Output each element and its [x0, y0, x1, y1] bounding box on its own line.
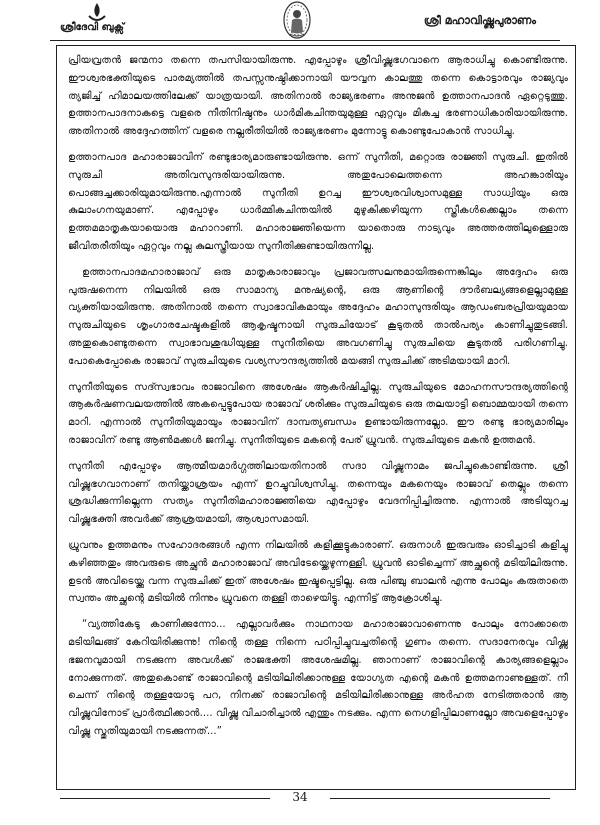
paragraph-suneethi-devotion: സുനീതി എപ്പോഴും ആത്മീയമാർഗ്ഗത്തിലായതിനാൽ സദാ വിഷ്ണുനാമം ജപിച്ചുകൊണ്ടിരുന്നു. ശ്രീ വിഷ്ണുഭഗവാനാണ് തനിയ്ക്കാശ്രയം എന്ന് ഉറച്ചുവിശ്വസിച്ചു. തന്നെയും മകനെയും രാജാവ് തെല്ലും തന്നെ ശ്രദ്ധിക്കുന്നില്ലെന്ന സത്യം സുനീതിമഹാരാജ്ഞിയെ എപ്പോഴും വേദനിപ്പിച്ചിരുന്നു. എന്നാൽ അടിയുറച്ച വിഷ്ണുഭക്തി അവർക്ക് ആശ്രയമായി, ആശ്വാസമായി. — [68, 460, 568, 526]
page-footer — [0, 792, 600, 822]
footer-divider-right — [330, 798, 550, 799]
paragraph-dhruvan-lap: ധ്രുവനും ഉത്തമനും സഹോദരങ്ങൾ എന്ന നിലയിൽ കളിക്കൂട്ടുകാരാണ്. ഒരുനാൾ ഇരുവരും ഓടിച്ചാടി കളിച്ചു കഴിഞ്ഞതും അവരുടെ അച്ഛൻ മഹാരാജാവ് അവിടേയ്ക്കെഴുന്നള്ളി. ധ്രുവൻ ഓടിച്ചെന്ന് അച്ഛന്റെ മടിയിലിരുന്നു. ഉടൻ അവിടെയ്ക്കു വന്ന സുരുചിക്ക് ഇത് അശേഷം ഇഷ്ടപ്പെട്ടില്ല. ഒരു പിഞ്ചു ബാലൻ എന്നു പോലും കരുതാതെ സ്വന്തം അച്ഛന്റെ മടിയിൽ നിന്നും ധ്രുവനെ തള്ളി താഴെയിട്ടു. എന്നിട്ട് ആക്രോശിച്ചു. — [68, 539, 568, 605]
page-number: 34 — [292, 790, 308, 804]
publisher-name: ശ്രീദേവി ബുക്സ് — [60, 22, 124, 33]
page-header — [0, 0, 600, 42]
book-title: ശ്രീ മഹാവിഷ്ണുപുരാണം — [423, 14, 536, 27]
paragraph-king-nature: ഉത്താനപാദമഹാരാജാവ് ഒരു മാതൃകാരാജാവും പ്രജാവത്സലനുമായിരുന്നെങ്കിലും അദ്ദേഹം ഒരു പുരുഷനെന്ന നിലയിൽ ഒരു സാമാന്യ മനുഷ്യന്റെ, ഒരു ആണിന്റെ ദൗർബല്യങ്ങളെല്ലാമുള്ള വ്യക്തിയായിരുന്നു. അതിനാൽ തന്നെ സ്വാഭാവികമായും അദ്ദേഹം മഹാസുന്ദരിയും ആഡംബരപ്രിയയുമായ സുരുചിയുടെ ശൃംഗാരചേഷ്ടകളിൽ ആകൃഷ്ടനായി സുരുചിയോട് കൂടുതൽ താൽപര്യം കാണിച്ചുതുടങ്ങി. അതുകൊണ്ടുതന്നെ സ്വാഭാവശുദ്ധിയുള്ള സുനീതിയെ അവഗണിച്ചു സുരുചിയെ കൂടുതൽ പരിഗണിച്ചു. പോകെപ്പോകെ രാജാവ് സുരുചിയുടെ വശ്യസൗന്ദര്യത്തിൽ മയങ്ങി സുരുചിക്ക് അടിമയായി മാറി. — [68, 266, 568, 367]
paragraph-two-queens: ഉത്താനപാദ മഹാരാജാവിന് രണ്ടുഭാര്യമാരുണ്ടായിരുന്നു. ഒന്ന് സുനീതി, മറ്റൊരു രാജ്ഞി സുരുചി. ഇതിൽ സുരുചി അതിവസുന്ദരിയായിരുന്നു. അതുപോലെത്തന്നെ അഹങ്കാരിയും പൊങ്ങച്ചക്കാരിയുമായിരുന്നു.എന്നാൽ സുനീതി ഉറച്ച ഈശ്വരവിശ്വാസമുള്ള സാധ്വിയും ഒരു കുലാംഗനയുമാണ്. എപ്പോഴും ധാർമ്മികചിന്തയിൽ മുഴുകിക്കഴിയുന്ന സ്ത്രീകൾക്കെല്ലാം തന്നെ ഉത്തമമാതൃകയായൊരു മഹാറാണി. മഹാരാജ്ഞിയെന്ന യാതൊരു നാട്യവും അത്തരത്തിലുള്ളൊരു ജീവിതരീതിയും ഏറ്റവും നല്ല കുലസ്ത്രീയായ സുനീതിക്കുണ്ടായിരുന്നില്ല. — [68, 151, 568, 252]
paragraph-suruchi-speech: “വ്യത്തികേടു കാണിക്കുന്നോ... എല്ലാവർക്കും നാഥനായ മഹാരാജാവാണെന്നു പോലും നോക്കാതെ മടിയിലങ്ങ് കേറിയിരിക്കുന്നു! നിന്റെ തള്ള നിന്നെ പഠിപ്പിച്ചുവച്ചതിന്റെ ഗുണം തന്നെ. സദാനേരവും വിഷ്ണു ഭജനവുമായി നടക്കുന്ന അവൾക്ക് രാജഭക്തി അശേഷമില്ല. ഞാനാണ് രാജാവിന്റെ കാര്യങ്ങളെല്ലാം നോക്കുന്നത്. അതുകൊണ്ട് രാജാവിന്റെ മടിയിലിരിക്കാനുള്ള യോഗ്യത എന്റെ മകൻ ഉത്തമനാണുള്ളത്. നീ ചെന്ന് നിന്റെ തള്ളയോടു പറ, നിനക്ക് രാജാവിന്റെ മടിയിലിരിക്കാനുള്ള അർഹത നേടിത്തരാൻ ആ വിഷ്ണുവിനോട് പ്രാർത്ഥിക്കാൻ.... വിഷ്ണു വിചാരിച്ചാൽ എന്തും നടക്കും. എന്ന നെഗളിപ്പിലാണല്ലോ അവളെപ്പോഴും വിഷ്ണു സ്തുതിയുമായി നടക്കുന്നത്...” — [68, 619, 568, 737]
paragraph-sons-born: സുനീതിയുടെ സദ്സ്വഭാവം രാജാവിനെ അശേഷം ആകർഷിച്ചില്ല. സുരുചിയുടെ മോഹനസൗന്ദര്യത്തിന്റെ ആകർഷണവലയത്തിൽ അകപ്പെട്ടുപോയ രാജാവ് ശരിക്കും സുരുചിയുടെ ഒരു തലയാട്ടി ബൊമ്മയായി തന്നെ മാറി. എന്നാൽ സുനീതിയുമായും രാജാവിന് ദാമ്പത്യബന്ധം ഉണ്ടായിരുന്നല്ലോ. ഈ രണ്ടു ഭാര്യമാരിലും രാജാവിന് രണ്ടു ആൺമക്കൾ ജനിച്ചു. സുനീതിയുടെ മകന്റെ പേര് ധ്രുവൻ. സുരുചിയുടെ മകൻ ഉത്തമൻ. — [68, 381, 568, 446]
paragraph-priyavrathan: പ്രിയവ്രതൻ ജന്മനാ തന്നെ തപസിയായിരുന്നു. എപ്പോഴും ശ്രീവിഷ്ണുഭഗവാനെ ആരാധിച്ചു കൊണ്ടിരുന്നു. ഈശ്വരഭക്തിയുടെ പാരമ്യത്തിൽ തപസ്സനുഷ്ഠിക്കാനായി യൗവ്വന കാലത്തു തന്നെ കൊട്ടാരവും രാജ്യവും ത്യജിച്ച് ഹിമാലയത്തിലേക്ക് യാത്രയായി. അതിനാൽ രാജ്യഭരണം അനുജൻ ഉത്താനപാദൻ ഏറ്റെടുത്തു. ഉത്താനപാദനാകട്ടെ വളരെ നീതിനിഷ്ഠനും ധാർമികചിന്തയുമുള്ള ഏറ്റവും മികച്ച ഭരണാധികാരിയായിരുന്നു. അതിനാൽ അദ്ദേഹത്തിന് വളരെ നല്ലരീതിയിൽ രാജ്യഭരണം മുന്നോട്ടു കൊണ്ടുപോകാൻ സാധിച്ചു. — [68, 55, 568, 138]
deity-emblem-icon — [282, 0, 312, 40]
header-divider — [50, 40, 560, 41]
page-body — [68, 52, 568, 782]
publisher-lamp-logo — [86, 2, 108, 24]
footer-divider-left — [60, 798, 270, 799]
